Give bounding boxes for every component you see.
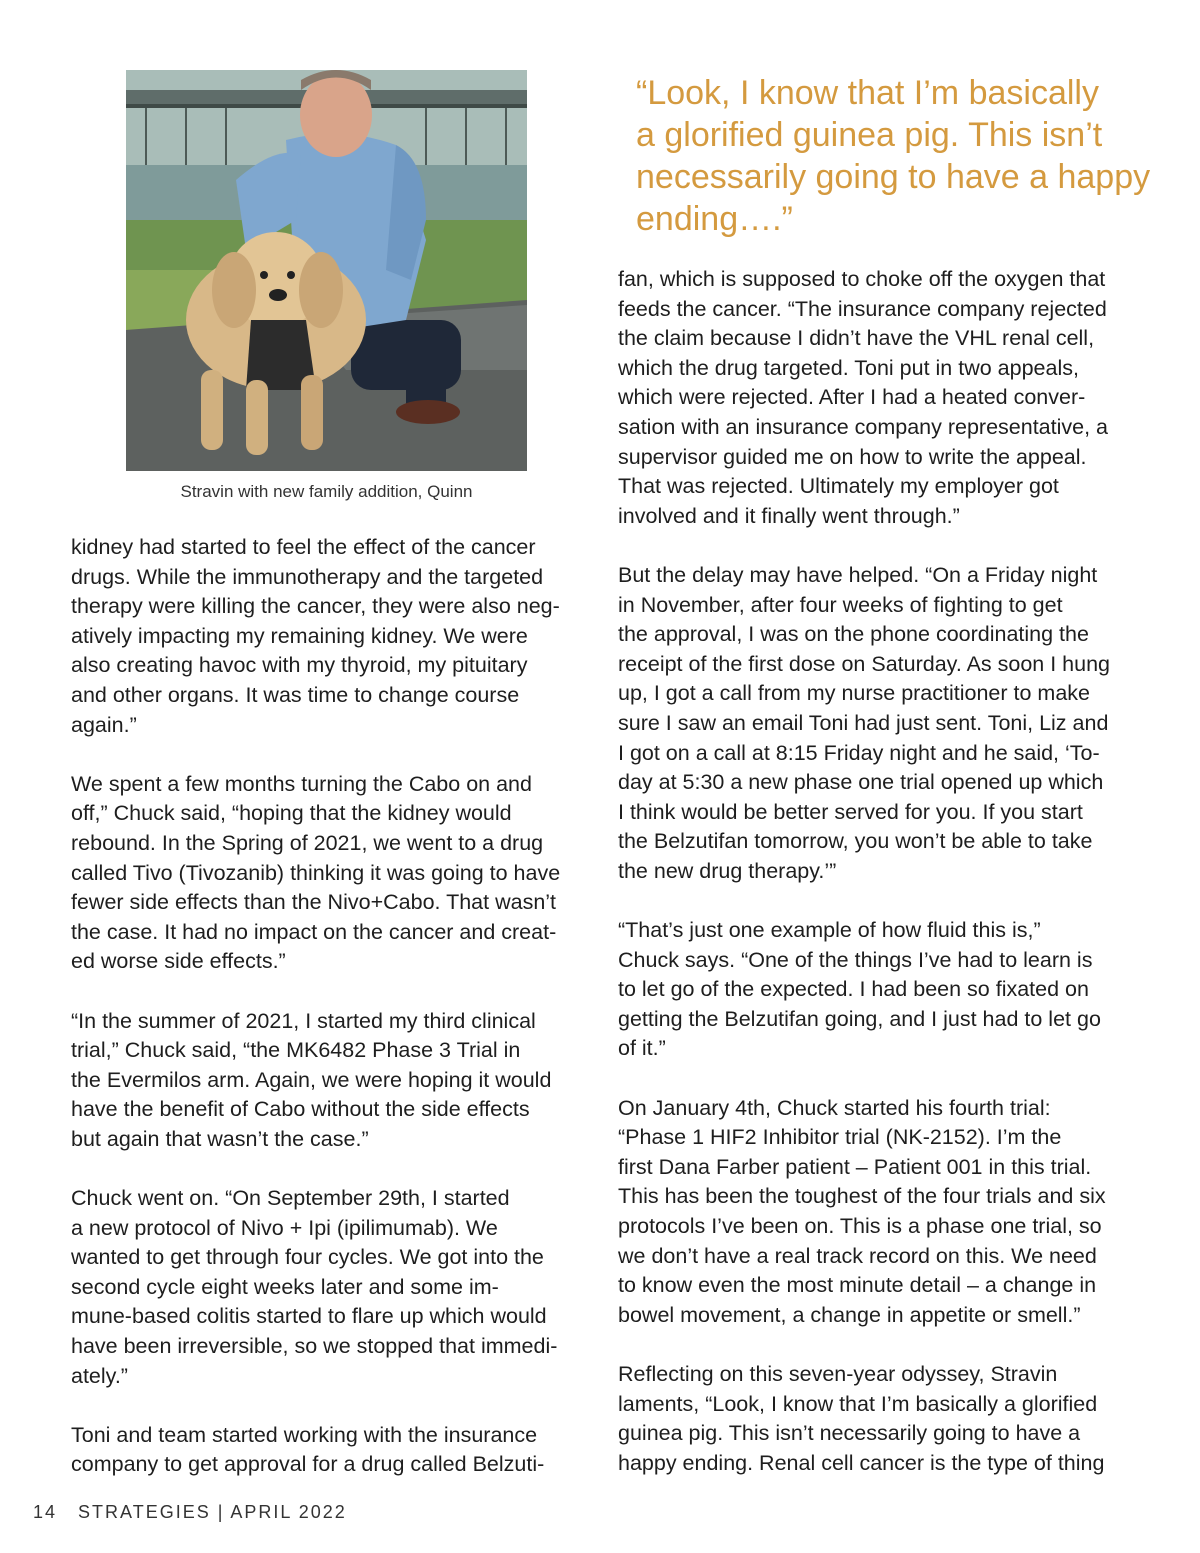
text-line: drugs. While the immunotherapy and the targeted xyxy=(71,564,544,589)
text-line: called Tivo (Tivozanib) thinking it was going to have xyxy=(71,860,561,885)
text-line: a new protocol of Nivo + Ipi (ipilimumab). We xyxy=(71,1215,498,1240)
pull-quote-line: ending….” xyxy=(636,200,793,238)
page-number: 14 xyxy=(33,1502,58,1522)
text-line: which were rejected. After I had a heated conver- xyxy=(618,385,1086,410)
paragraph xyxy=(618,1094,1132,1331)
text-line: “In the summer of 2021, I started my third clinical xyxy=(71,1008,536,1033)
text-line: therapy were killing the cancer, they were also neg- xyxy=(71,594,560,619)
text-line: wanted to get through four cycles. We got into the xyxy=(71,1245,544,1270)
text-line: ately.” xyxy=(71,1363,128,1388)
text-line: off,” Chuck said, “hoping that the kidney would xyxy=(71,801,512,826)
text-line: fan, which is supposed to choke off the oxygen that xyxy=(618,267,1106,291)
text-line: This has been the toughest of the four trials and six xyxy=(618,1184,1106,1209)
text-line: have the benefit of Cabo without the side effects xyxy=(71,1097,530,1122)
text-line: “That’s just one example of how fluid this is,” xyxy=(618,918,1041,943)
text-line: to let go of the expected. I had been so fixated on xyxy=(618,977,1089,1002)
right-column xyxy=(618,265,1132,1508)
text-line: which the drug targeted. Toni put in two appeals, xyxy=(618,355,1079,380)
text-line: I think would be better served for you. If you start xyxy=(618,799,1083,824)
text-line: but again that wasn’t the case.” xyxy=(71,1126,369,1151)
text-line: rebound. In the Spring of 2021, we went to a drug xyxy=(71,830,544,855)
paragraph xyxy=(71,770,583,977)
text-line: Chuck went on. “On September 29th, I started xyxy=(71,1186,510,1211)
text-line: getting the Belzutifan going, and I just had to let go xyxy=(618,1006,1101,1031)
publication-name: STRATEGIES | APRIL 2022 xyxy=(78,1502,347,1522)
text-line: That was rejected. Ultimately my employer got xyxy=(618,474,1059,499)
photo-icon xyxy=(126,70,527,471)
text-line: But the delay may have helped. “On a Friday night xyxy=(618,562,1098,587)
text-line: happy ending. Renal cell cancer is the type of thing xyxy=(618,1450,1105,1475)
text-line: up, I got a call from my nurse practitioner to make xyxy=(618,681,1091,706)
text-line: I got on a call at 8:15 Friday night and he said, ‘To- xyxy=(618,740,1100,765)
paragraph xyxy=(618,1360,1132,1478)
paragraph xyxy=(618,265,1132,531)
paragraph xyxy=(618,561,1132,887)
text-line: again.” xyxy=(71,712,137,737)
text-line: the approval, I was on the phone coordinating the xyxy=(618,622,1089,647)
text-line: the claim because I didn’t have the VHL renal cell, xyxy=(618,326,1095,351)
text-line: first Dana Farber patient – Patient 001 in this trial. xyxy=(618,1154,1092,1179)
text-line: supervisor guided me on how to write the appeal. xyxy=(618,444,1087,469)
text-line: to know even the most minute detail – a change in xyxy=(618,1273,1097,1298)
text-line: protocols I’ve been on. This is a phase one trial, so xyxy=(618,1214,1102,1238)
text-line: “Phase 1 HIF2 Inhibitor trial (NK-2152). I’m the xyxy=(618,1125,1062,1150)
photo-caption: Stravin with new family addition, Quinn xyxy=(180,482,473,501)
paragraph xyxy=(71,533,583,740)
text-line: we don’t have a real track record on this. We need xyxy=(618,1243,1097,1268)
paragraph xyxy=(71,1421,583,1480)
text-line: the case. It had no impact on the cancer and creat- xyxy=(71,919,557,944)
text-line: atively impacting my remaining kidney. We were xyxy=(71,623,528,648)
text-line: in November, after four weeks of fighting to get xyxy=(618,592,1063,617)
text-line: trial,” Chuck said, “the MK6482 Phase 3 Trial in xyxy=(71,1038,521,1063)
text-line: sure I saw an email Toni had just sent. Toni, Liz and xyxy=(618,710,1109,735)
paragraph xyxy=(71,1184,583,1391)
text-line: also creating havoc with my thyroid, my pituitary xyxy=(71,653,528,678)
text-line: have been irreversible, so we stopped that immedi- xyxy=(71,1334,558,1359)
text-line: laments, “Look, I know that I’m basically a glorified xyxy=(618,1391,1098,1416)
text-line: Reflecting on this seven-year odyssey, Stravin xyxy=(618,1361,1058,1386)
text-line: receipt of the first dose on Saturday. As soon I hung xyxy=(618,651,1111,676)
text-line: second cycle eight weeks later and some im- xyxy=(71,1274,499,1299)
text-line: the Belzutifan tomorrow, you won’t be able to take xyxy=(618,829,1093,854)
article-photo xyxy=(126,70,527,471)
pull-quote-line: “Look, I know that I’m basically xyxy=(636,74,1099,112)
pull-quote xyxy=(636,72,1151,240)
text-line: feeds the cancer. “The insurance company rejected xyxy=(618,296,1107,321)
text-line: day at 5:30 a new phase one trial opened up which xyxy=(618,770,1104,795)
page-footer xyxy=(33,1502,361,1523)
text-line: On January 4th, Chuck started his fourth trial: xyxy=(618,1095,1051,1120)
text-line: bowel movement, a change in appetite or smell.” xyxy=(618,1302,1081,1327)
pull-quote-line: necessarily going to have a happy xyxy=(636,158,1151,196)
text-line: involved and it finally went through.” xyxy=(618,503,960,528)
pull-quote-line: a glorified guinea pig. This isn’t xyxy=(636,116,1103,154)
text-line: of it.” xyxy=(618,1036,666,1061)
text-line: sation with an insurance company representative, a xyxy=(618,414,1108,439)
text-line: Toni and team started working with the insurance xyxy=(71,1422,538,1447)
paragraph xyxy=(618,916,1132,1064)
text-line: fewer side effects than the Nivo+Cabo. That wasn’t xyxy=(71,890,557,915)
text-line: and other organs. It was time to change course xyxy=(71,682,520,707)
text-line: the Evermilos arm. Again, we were hoping it would xyxy=(71,1067,552,1092)
text-line: ed worse side effects.” xyxy=(71,949,286,974)
text-line: the new drug therapy.’” xyxy=(618,858,837,883)
text-line: company to get approval for a drug called Belzuti- xyxy=(71,1452,545,1477)
paragraph xyxy=(71,1007,583,1155)
text-line: mune-based colitis started to flare up which would xyxy=(71,1304,547,1329)
text-line: guinea pig. This isn’t necessarily going to have a xyxy=(618,1421,1081,1446)
text-line: We spent a few months turning the Cabo on and xyxy=(71,771,532,796)
left-column xyxy=(71,533,583,1510)
text-line: kidney had started to feel the effect of the cancer xyxy=(71,535,536,559)
text-line: Chuck says. “One of the things I’ve had to learn is xyxy=(618,947,1093,972)
